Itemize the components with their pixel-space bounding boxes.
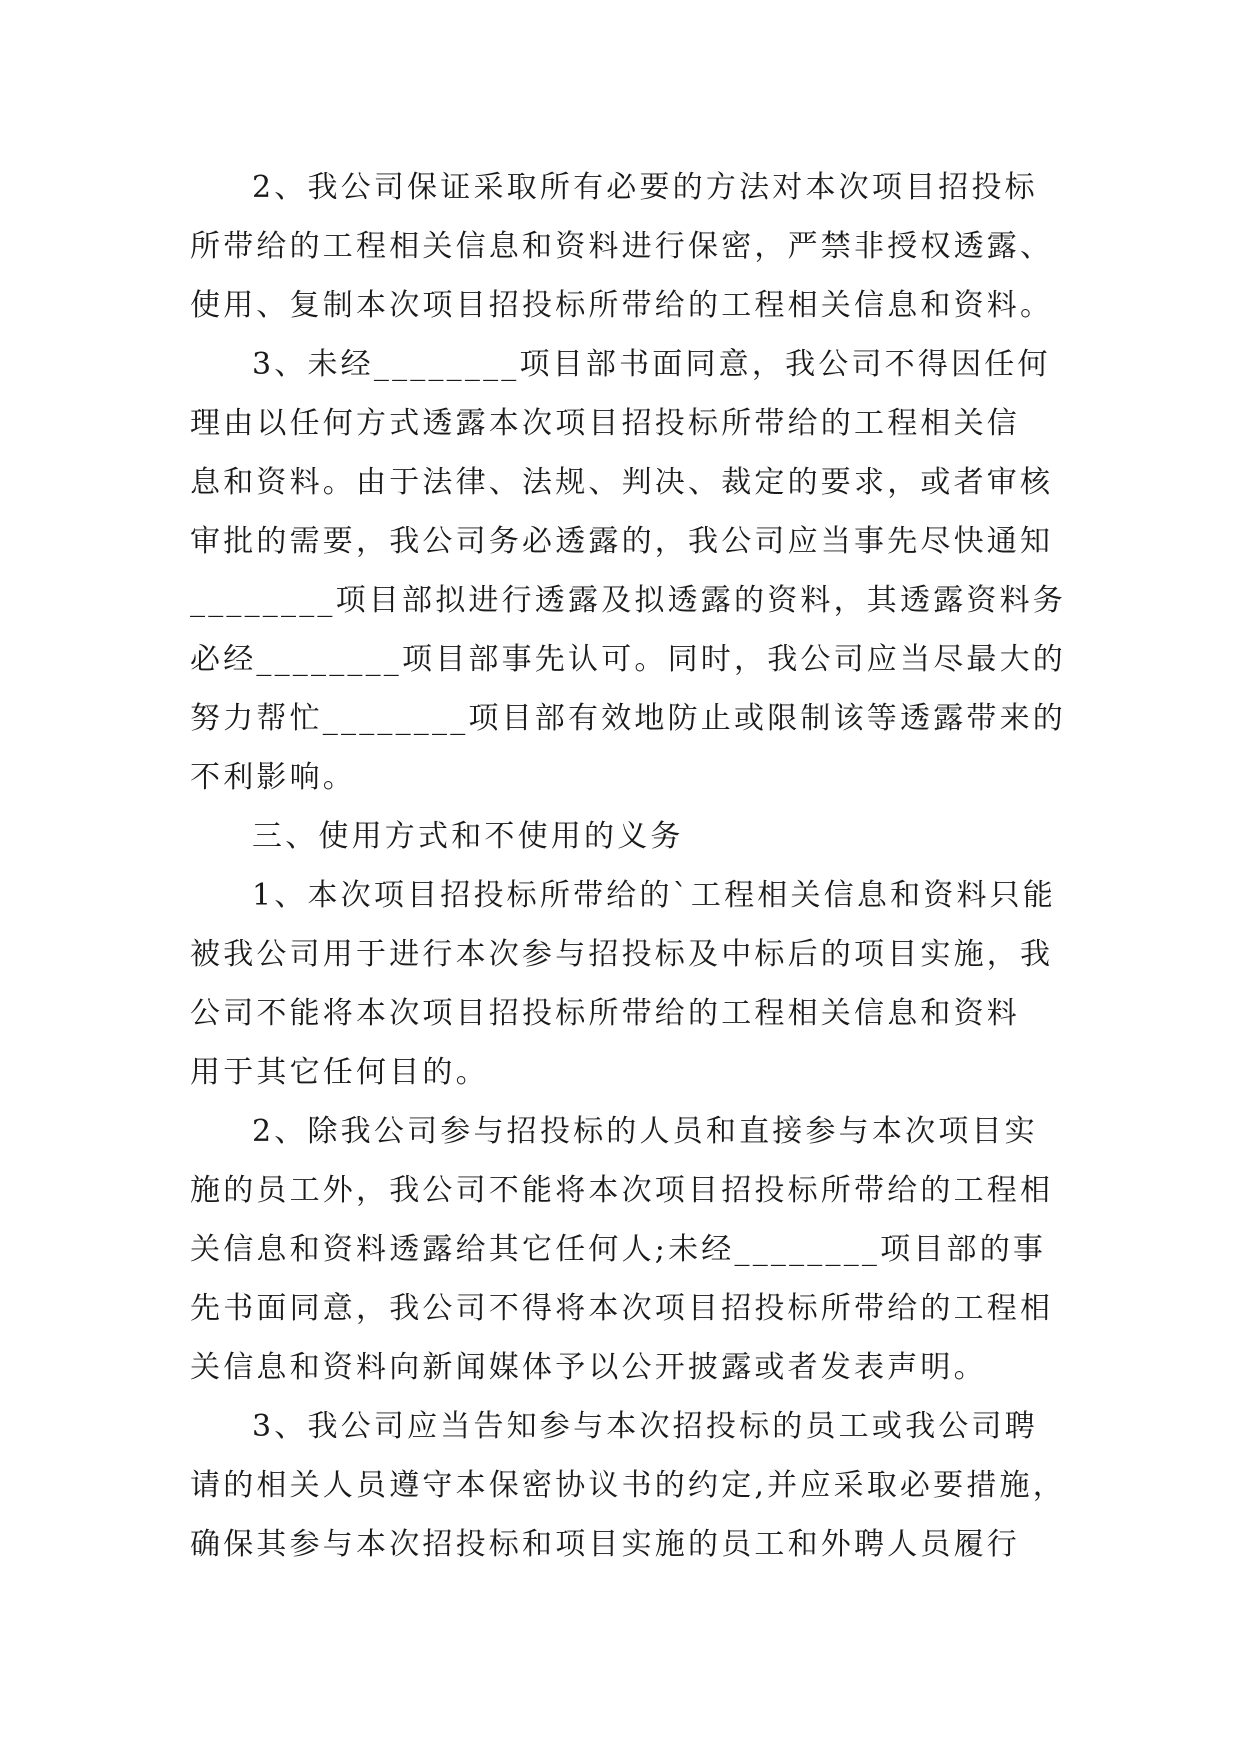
text-line: 2、除我公司参与招投标的人员和直接参与本次项目实 (252, 1114, 1038, 1149)
text-line: 请的相关人员遵守本保密协议书的约定,并应采取必要措施， (190, 1468, 1066, 1503)
text-line: 关信息和资料向新闻媒体予以公开披露或者发表声明。 (190, 1350, 987, 1385)
text-line: 先书面同意，我公司不得将本次项目招投标所带给的工程相 (190, 1291, 1054, 1326)
text-line: 用于其它任何目的。 (190, 1055, 489, 1090)
text-line: 三、使用方式和不使用的义务 (252, 819, 684, 854)
text-line: 确保其参与本次招投标和项目实施的员工和外聘人员履行 (190, 1527, 1020, 1562)
text-line: 理由以任何方式透露本次项目招投标所带给的工程相关信 (190, 406, 1020, 441)
text-line: 必经________项目部事先认可。同时，我公司应当尽最大的 (190, 642, 1066, 677)
text-line: 3、我公司应当告知参与本次招投标的员工或我公司聘 (252, 1409, 1038, 1444)
text-line: 息和资料。由于法律、法规、判决、裁定的要求，或者审核 (190, 465, 1054, 500)
text-line: 所带给的工程相关信息和资料进行保密，严禁非授权透露、 (190, 229, 1054, 264)
document-body (190, 158, 1090, 1574)
text-line: 1、本次项目招投标所带给的`工程相关信息和资料只能 (252, 878, 1057, 913)
text-line: 不利影响。 (190, 760, 356, 795)
text-line: 被我公司用于进行本次参与招投标及中标后的项目实施，我 (190, 937, 1054, 972)
text-line: 2、我公司保证采取所有必要的方法对本次项目招投标 (252, 170, 1038, 205)
text-line: 审批的需要，我公司务必透露的，我公司应当事先尽快通知 (190, 524, 1054, 559)
text-line: 使用、复制本次项目招投标所带给的工程相关信息和资料。 (190, 288, 1054, 323)
text-line: 施的员工外，我公司不能将本次项目招投标所带给的工程相 (190, 1173, 1054, 1208)
text-line: 公司不能将本次项目招投标所带给的工程相关信息和资料 (190, 996, 1020, 1031)
text-line: 努力帮忙________项目部有效地防止或限制该等透露带来的 (190, 701, 1066, 736)
text-line: 关信息和资料透露给其它任何人;未经________项目部的事 (190, 1232, 1047, 1267)
text-line: 3、未经________项目部书面同意，我公司不得因任何 (252, 347, 1051, 382)
text-line: ________项目部拟进行透露及拟透露的资料，其透露资料务 (190, 583, 1066, 618)
